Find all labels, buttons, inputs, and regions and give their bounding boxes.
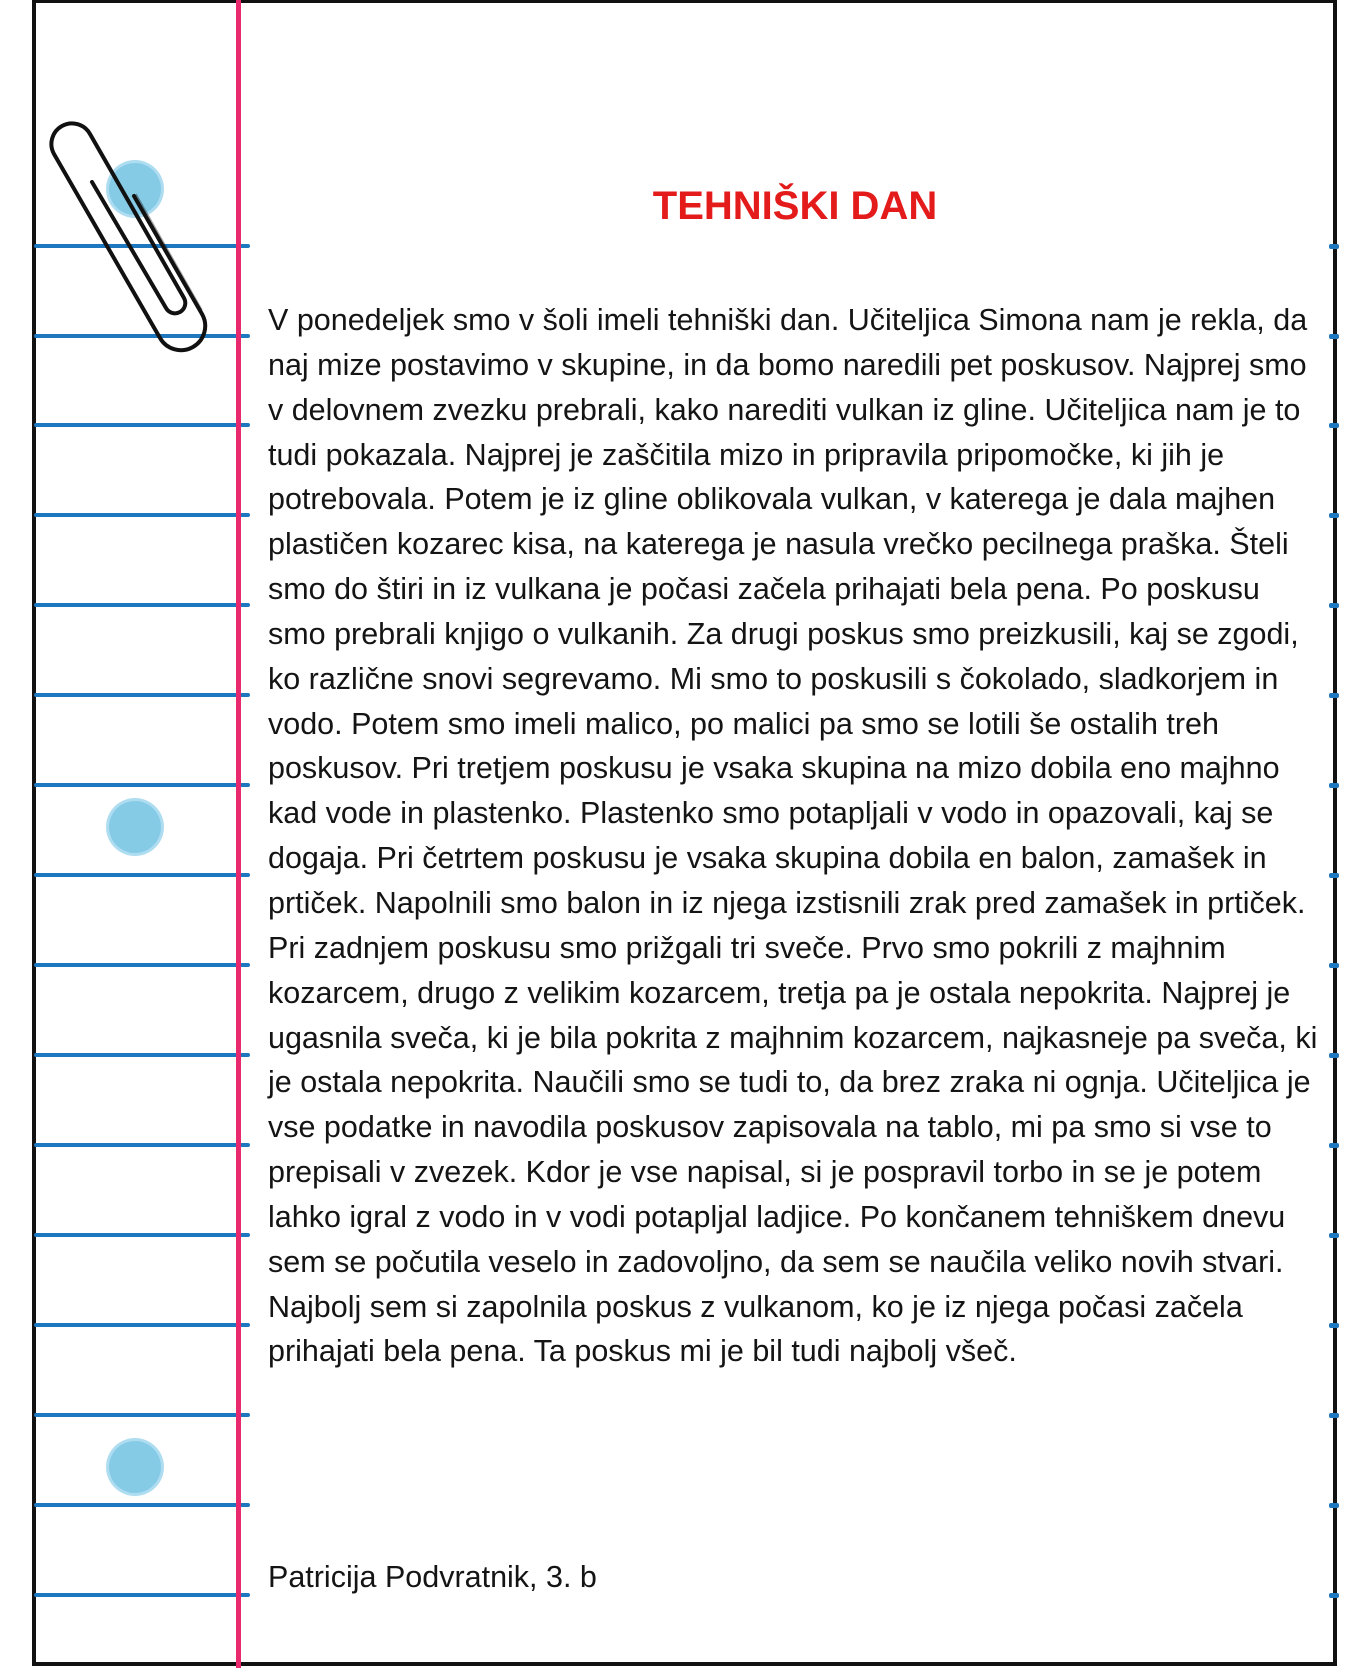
ruled-line <box>34 1503 250 1507</box>
ruled-line <box>34 1233 250 1237</box>
ruled-line-tick <box>1329 1593 1339 1598</box>
ruled-line-tick <box>1329 1503 1339 1508</box>
ruled-line-tick <box>1329 1053 1339 1058</box>
author-signature: Patricija Podvratnik, 3. b <box>268 1560 597 1594</box>
ruled-line-tick <box>1329 423 1339 428</box>
ruled-line-tick <box>1329 1323 1339 1328</box>
ruled-line <box>34 1323 250 1327</box>
ruled-line <box>34 783 250 787</box>
ruled-line-tick <box>1329 783 1339 788</box>
margin-line <box>236 0 241 1668</box>
ruled-line-tick <box>1329 873 1339 878</box>
ruled-line-tick <box>1329 963 1339 968</box>
paperclip-icon <box>36 118 216 358</box>
ruled-line-tick <box>1329 1233 1339 1238</box>
ruled-line-tick <box>1329 513 1339 518</box>
ruled-line <box>34 963 250 967</box>
punch-hole <box>109 801 161 853</box>
ruled-line <box>34 1413 250 1417</box>
ruled-line <box>34 603 250 607</box>
ruled-line-tick <box>1329 693 1339 698</box>
ruled-line <box>34 423 250 427</box>
document-title: TEHNIŠKI DAN <box>652 184 938 228</box>
ruled-line <box>34 1053 250 1057</box>
ruled-line-tick <box>1329 1143 1339 1148</box>
ruled-line-tick <box>1329 603 1339 608</box>
document-body: V ponedeljek smo v šoli imeli tehniški dan. Učiteljica Simona nam je rekla, da naj mize postavimo v skupine, in da bomo naredili pet poskusov. Najprej smo v delovnem zvezku prebrali, kako narediti vulkan iz gline. Učiteljica nam je to tudi pokazala. Najprej je zaščitila mizo in pripravila pripomočke, ki jih je potrebovala. Potem je iz gline oblikovala vulkan, v katerega je dala majhen plastičen kozarec kisa, na katerega je nasula vrečko pecilnega praška. Šteli smo do štiri in iz vulkana je počasi začela prihajati bela pena. Po poskusu smo prebrali knjigo o vulkanih. Za drugi poskus smo preizkusili, kaj se zgodi, ko različne snovi segrevamo. Mi smo to poskusili s čokolado, sladkorjem in vodo. Potem smo imeli malico, po malici pa smo se lotili še ostalih treh poskusov. Pri tretjem poskusu je vsaka skupina na mizo dobila eno majhno kad vode in plastenko. Plastenko smo potapljali v vodo in opazovali, kaj se dogaja. Pri četrtem poskusu je vsaka skupina dobila en balon, zamašek in prtiček. Napolnili smo balon in iz njega izstisnili zrak pred zamašek in prtiček. Pri zadnjem poskusu smo prižgali tri sveče. Prvo smo pokrili z majhnim kozarcem, drugo z velikim kozarcem, tretja pa je ostala nepokrita. Najprej je ugasnila sveča, ki je bila pokrita z majhnim kozarcem, najkasneje pa sveča, ki je ostala nepokrita. Naučili smo se tudi to, da brez zraka ni ognja. Učiteljica je vse podatke in navodila poskusov zapisovala na tablo, mi pa smo si vse to prepisali v zvezek. Kdor je vse napisal, si je pospravil torbo in se je potem lahko igral z vodo in v vodi potapljal ladjice. Po končanem tehniškem dnevu sem se počutila veselo in zadovoljno, da sem se naučila veliko novih stvari. Najbolj sem si zapolnila poskus z vulkanom, ko je iz njega počasi začela prihajati bela pena. Ta poskus mi je bil tudi najbolj všeč. <box>268 303 1318 1369</box>
ruled-line-tick <box>1329 244 1339 249</box>
ruled-line-tick <box>1329 1413 1339 1418</box>
ruled-line <box>34 873 250 877</box>
punch-hole <box>109 1441 161 1493</box>
ruled-line <box>34 693 250 697</box>
ruled-line <box>34 513 250 517</box>
ruled-line <box>34 1143 250 1147</box>
ruled-line-tick <box>1329 334 1339 339</box>
ruled-line <box>34 1593 250 1597</box>
